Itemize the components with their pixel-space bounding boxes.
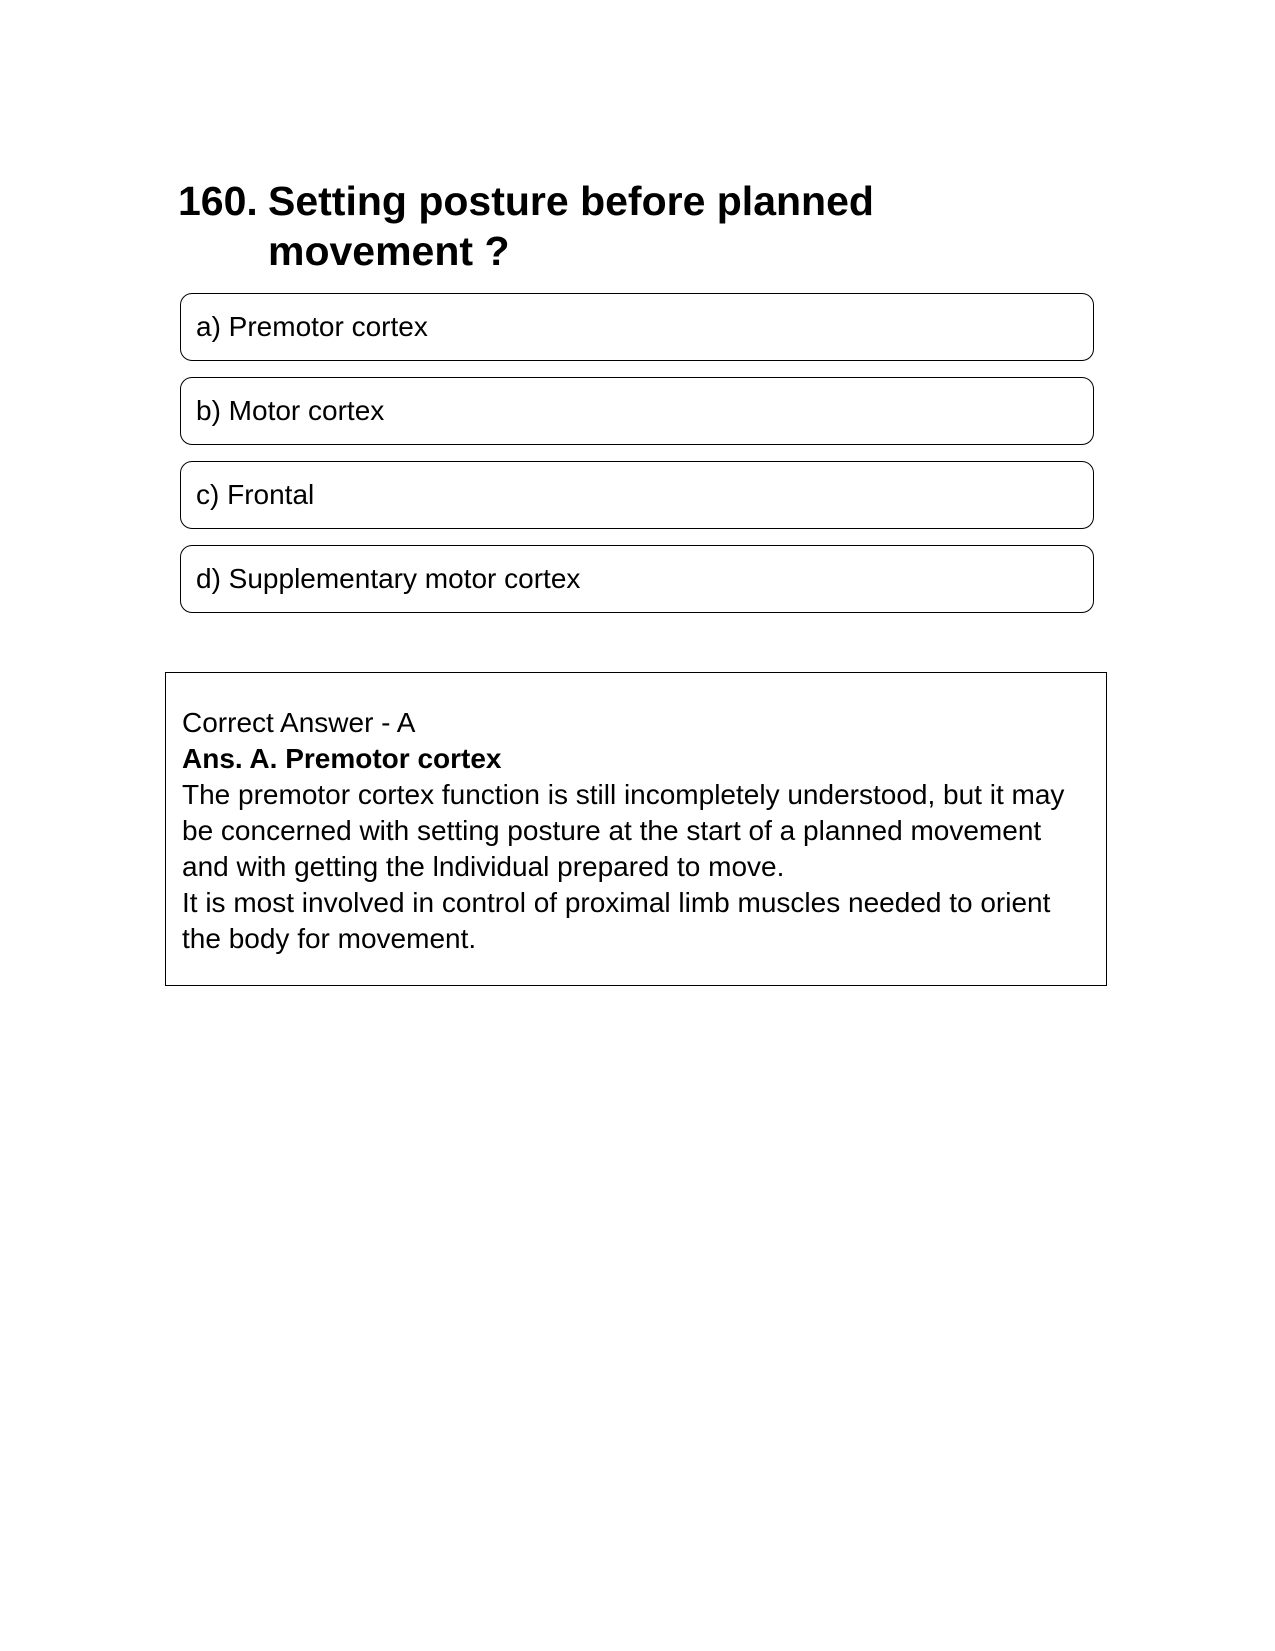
question-text: Setting posture before planned movement ? xyxy=(268,178,874,274)
option-d[interactable]: d) Supplementary motor cortex xyxy=(180,545,1094,613)
correct-answer-label: Correct Answer - A xyxy=(182,707,416,738)
explanation-paragraph-2: It is most involved in control of proximal limb muscles needed to orient the body for movement. xyxy=(182,887,1051,954)
option-c[interactable]: c) Frontal xyxy=(180,461,1094,529)
option-b[interactable]: b) Motor cortex xyxy=(180,377,1094,445)
question-heading xyxy=(178,176,1038,276)
answer-explanation-box xyxy=(165,672,1107,986)
option-a[interactable]: a) Premotor cortex xyxy=(180,293,1094,361)
options-list xyxy=(180,293,1094,629)
question-number: 160. xyxy=(178,178,258,224)
answer-heading: Ans. A. Premotor cortex xyxy=(182,743,502,774)
explanation-paragraph-1: The premotor cortex function is still incompletely understood, but it may be concerned with setting posture at the start of a planned movement and with getting the lndividual prepared to move. xyxy=(182,779,1065,882)
